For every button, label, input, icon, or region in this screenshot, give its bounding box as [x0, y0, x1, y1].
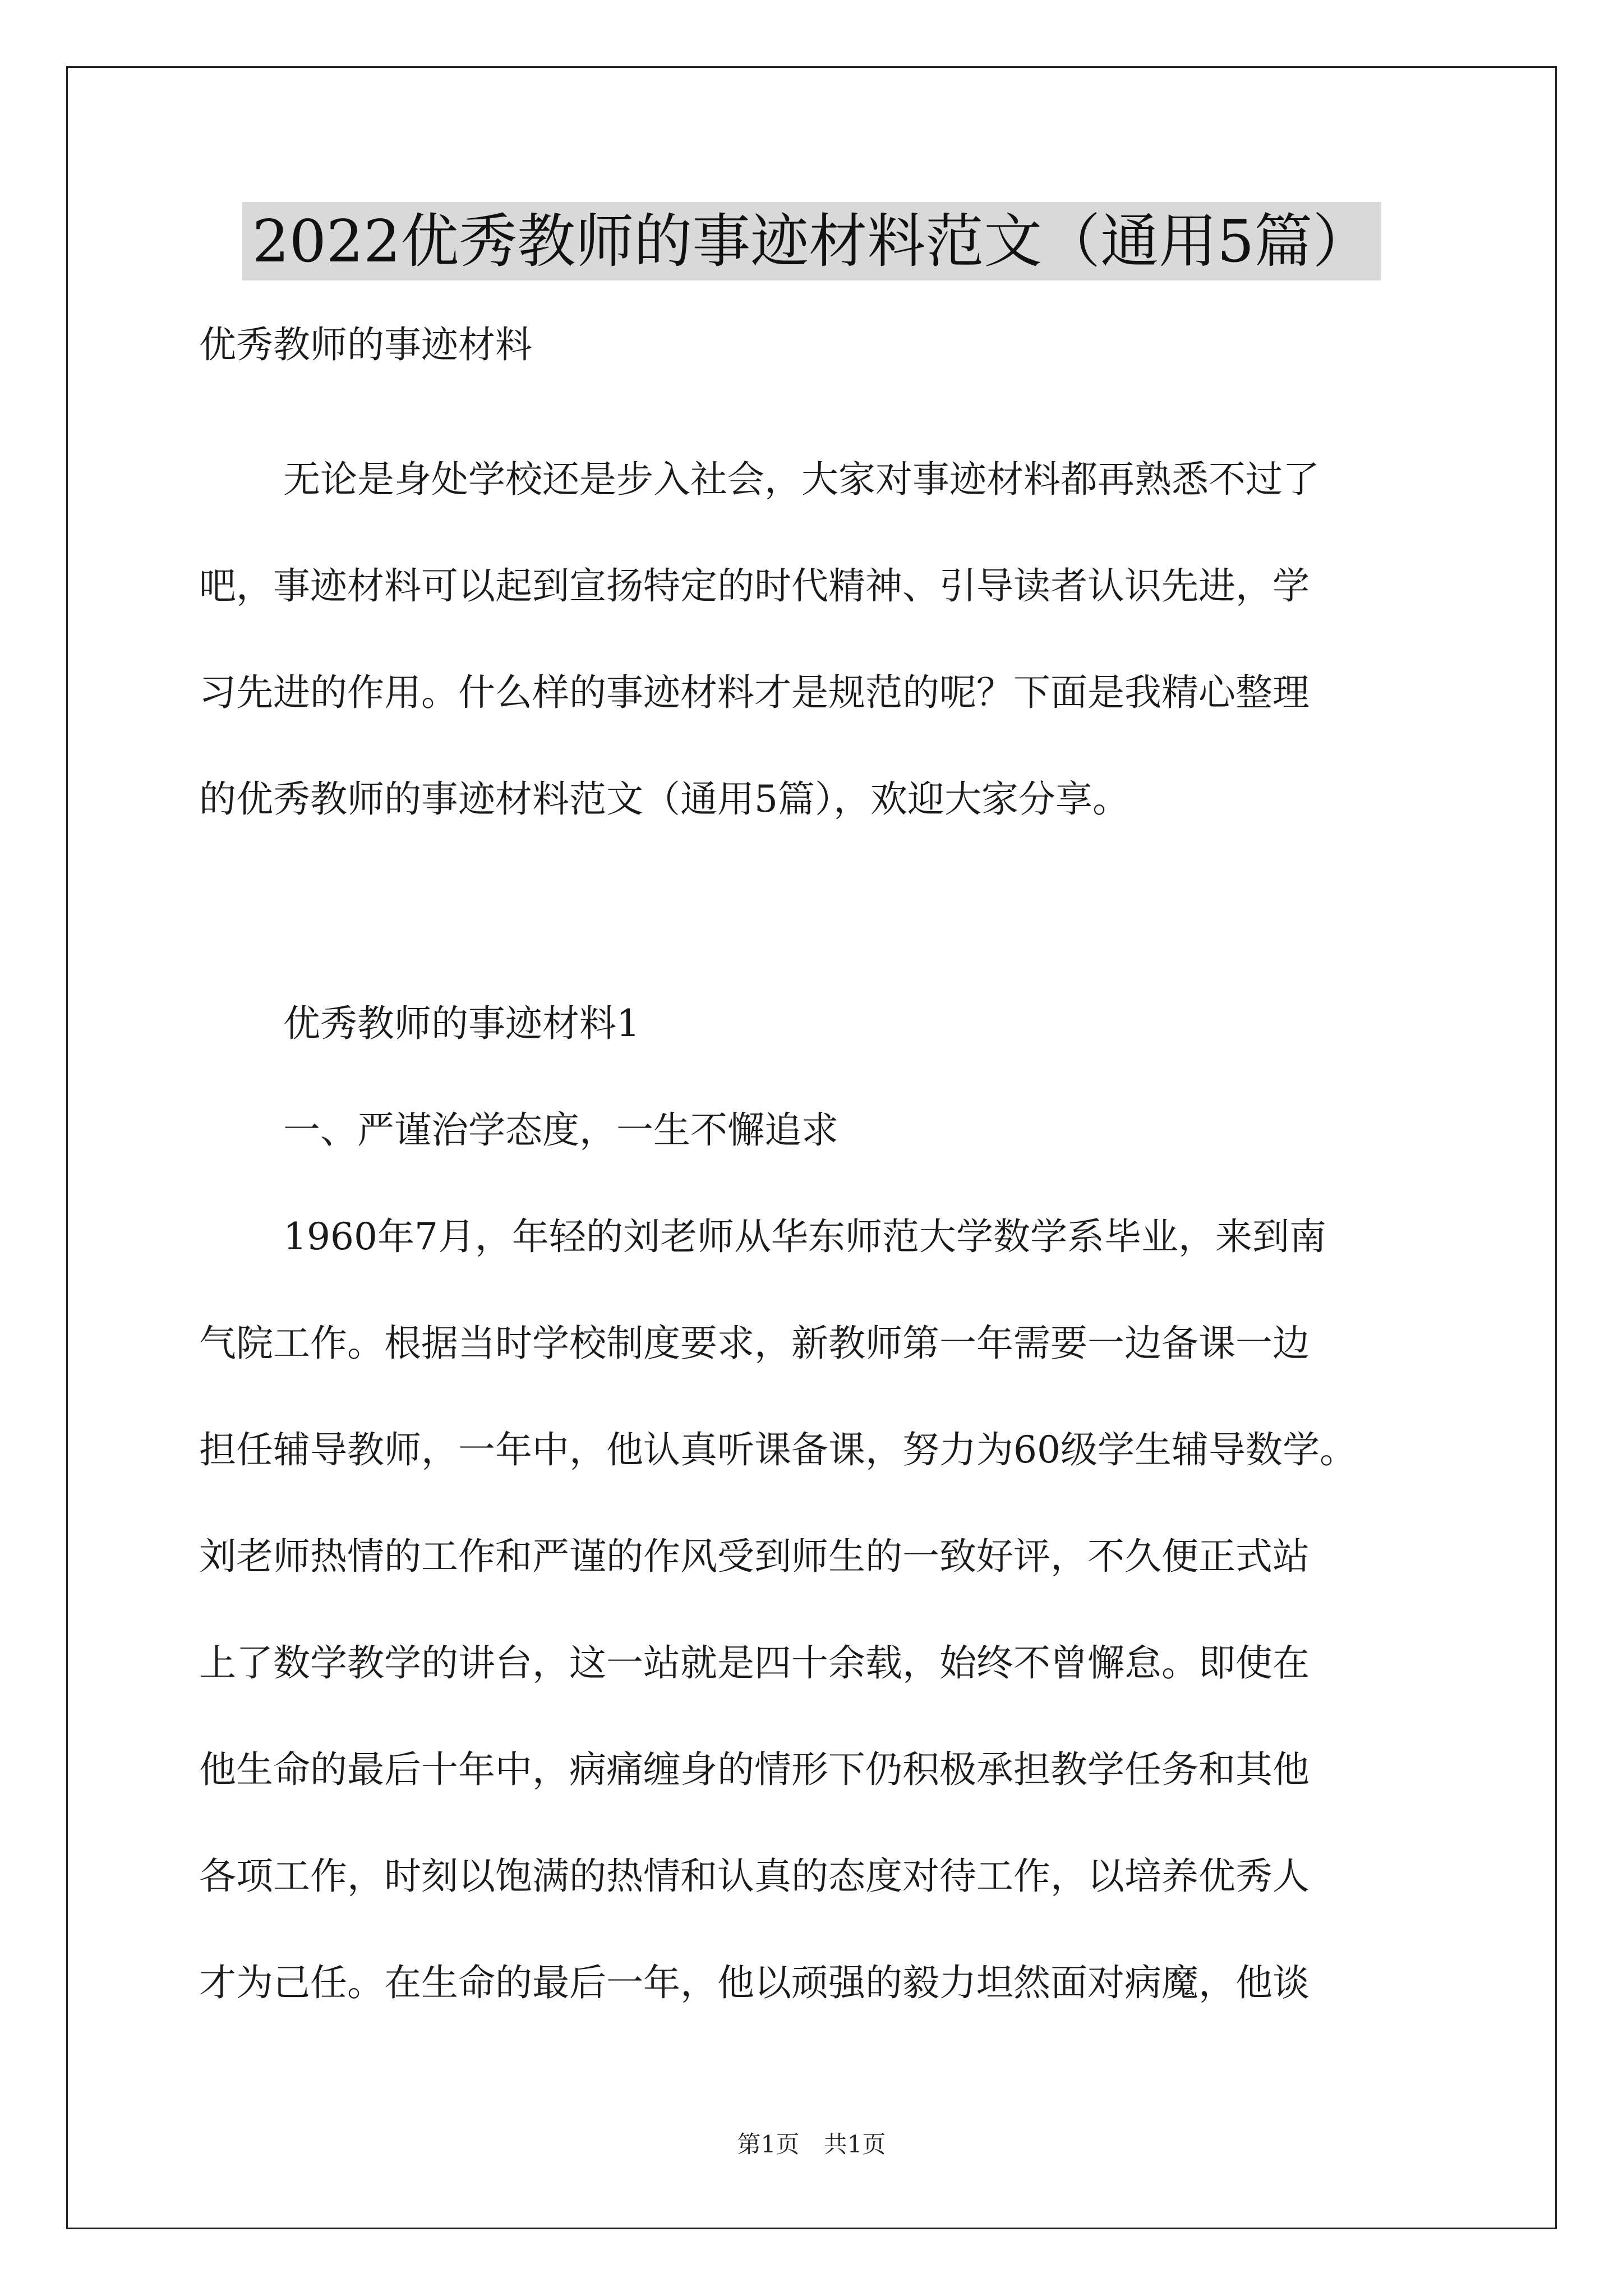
document-subtitle: 优秀教师的事迹材料 — [199, 323, 532, 366]
section-heading: 一、严谨治学态度，一生不懈追求 — [283, 1108, 838, 1152]
body-line: 1960年7月，年轻的刘老师从华东师范大学数学系毕业，来到南 — [283, 1215, 1326, 1258]
body-line: 各项工作，时刻以饱满的热情和认真的态度对待工作，以培养优秀人 — [199, 1855, 1310, 1898]
page-footer: 第1页 共1页 — [737, 2131, 886, 2158]
document-title: 2022优秀教师的事迹材料范文（通用5篇） — [242, 202, 1381, 280]
body-line: 担任辅导教师，一年中，他认真听课备课，努力为60级学生辅导数学。 — [199, 1428, 1357, 1471]
intro-line: 无论是身处学校还是步入社会，大家对事迹材料都再熟悉不过了 — [283, 458, 1320, 501]
body-line: 刘老师热情的工作和严谨的作风受到师生的一致好评，不久便正式站 — [199, 1535, 1310, 1578]
body-line: 他生命的最后十年中，病痛缠身的情形下仍积极承担教学任务和其他 — [199, 1748, 1310, 1791]
intro-line: 的优秀教师的事迹材料范文（通用5篇），欢迎大家分享。 — [199, 777, 1129, 821]
body-line: 才为己任。在生命的最后一年，他以顽强的毅力坦然面对病魔，他谈 — [199, 1961, 1310, 2004]
body-line: 上了数学教学的讲台，这一站就是四十余载，始终不曾懈怠。即使在 — [199, 1641, 1310, 1685]
body-line: 气院工作。根据当时学校制度要求，新教师第一年需要一边备课一边 — [199, 1322, 1310, 1365]
intro-line: 习先进的作用。什么样的事迹材料才是规范的呢？下面是我精心整理 — [199, 671, 1310, 714]
title-container — [0, 202, 1623, 280]
section-title: 优秀教师的事迹材料1 — [283, 1002, 640, 1045]
intro-line: 吧，事迹材料可以起到宣扬特定的时代精神、引导读者认识先进，学 — [199, 564, 1310, 608]
